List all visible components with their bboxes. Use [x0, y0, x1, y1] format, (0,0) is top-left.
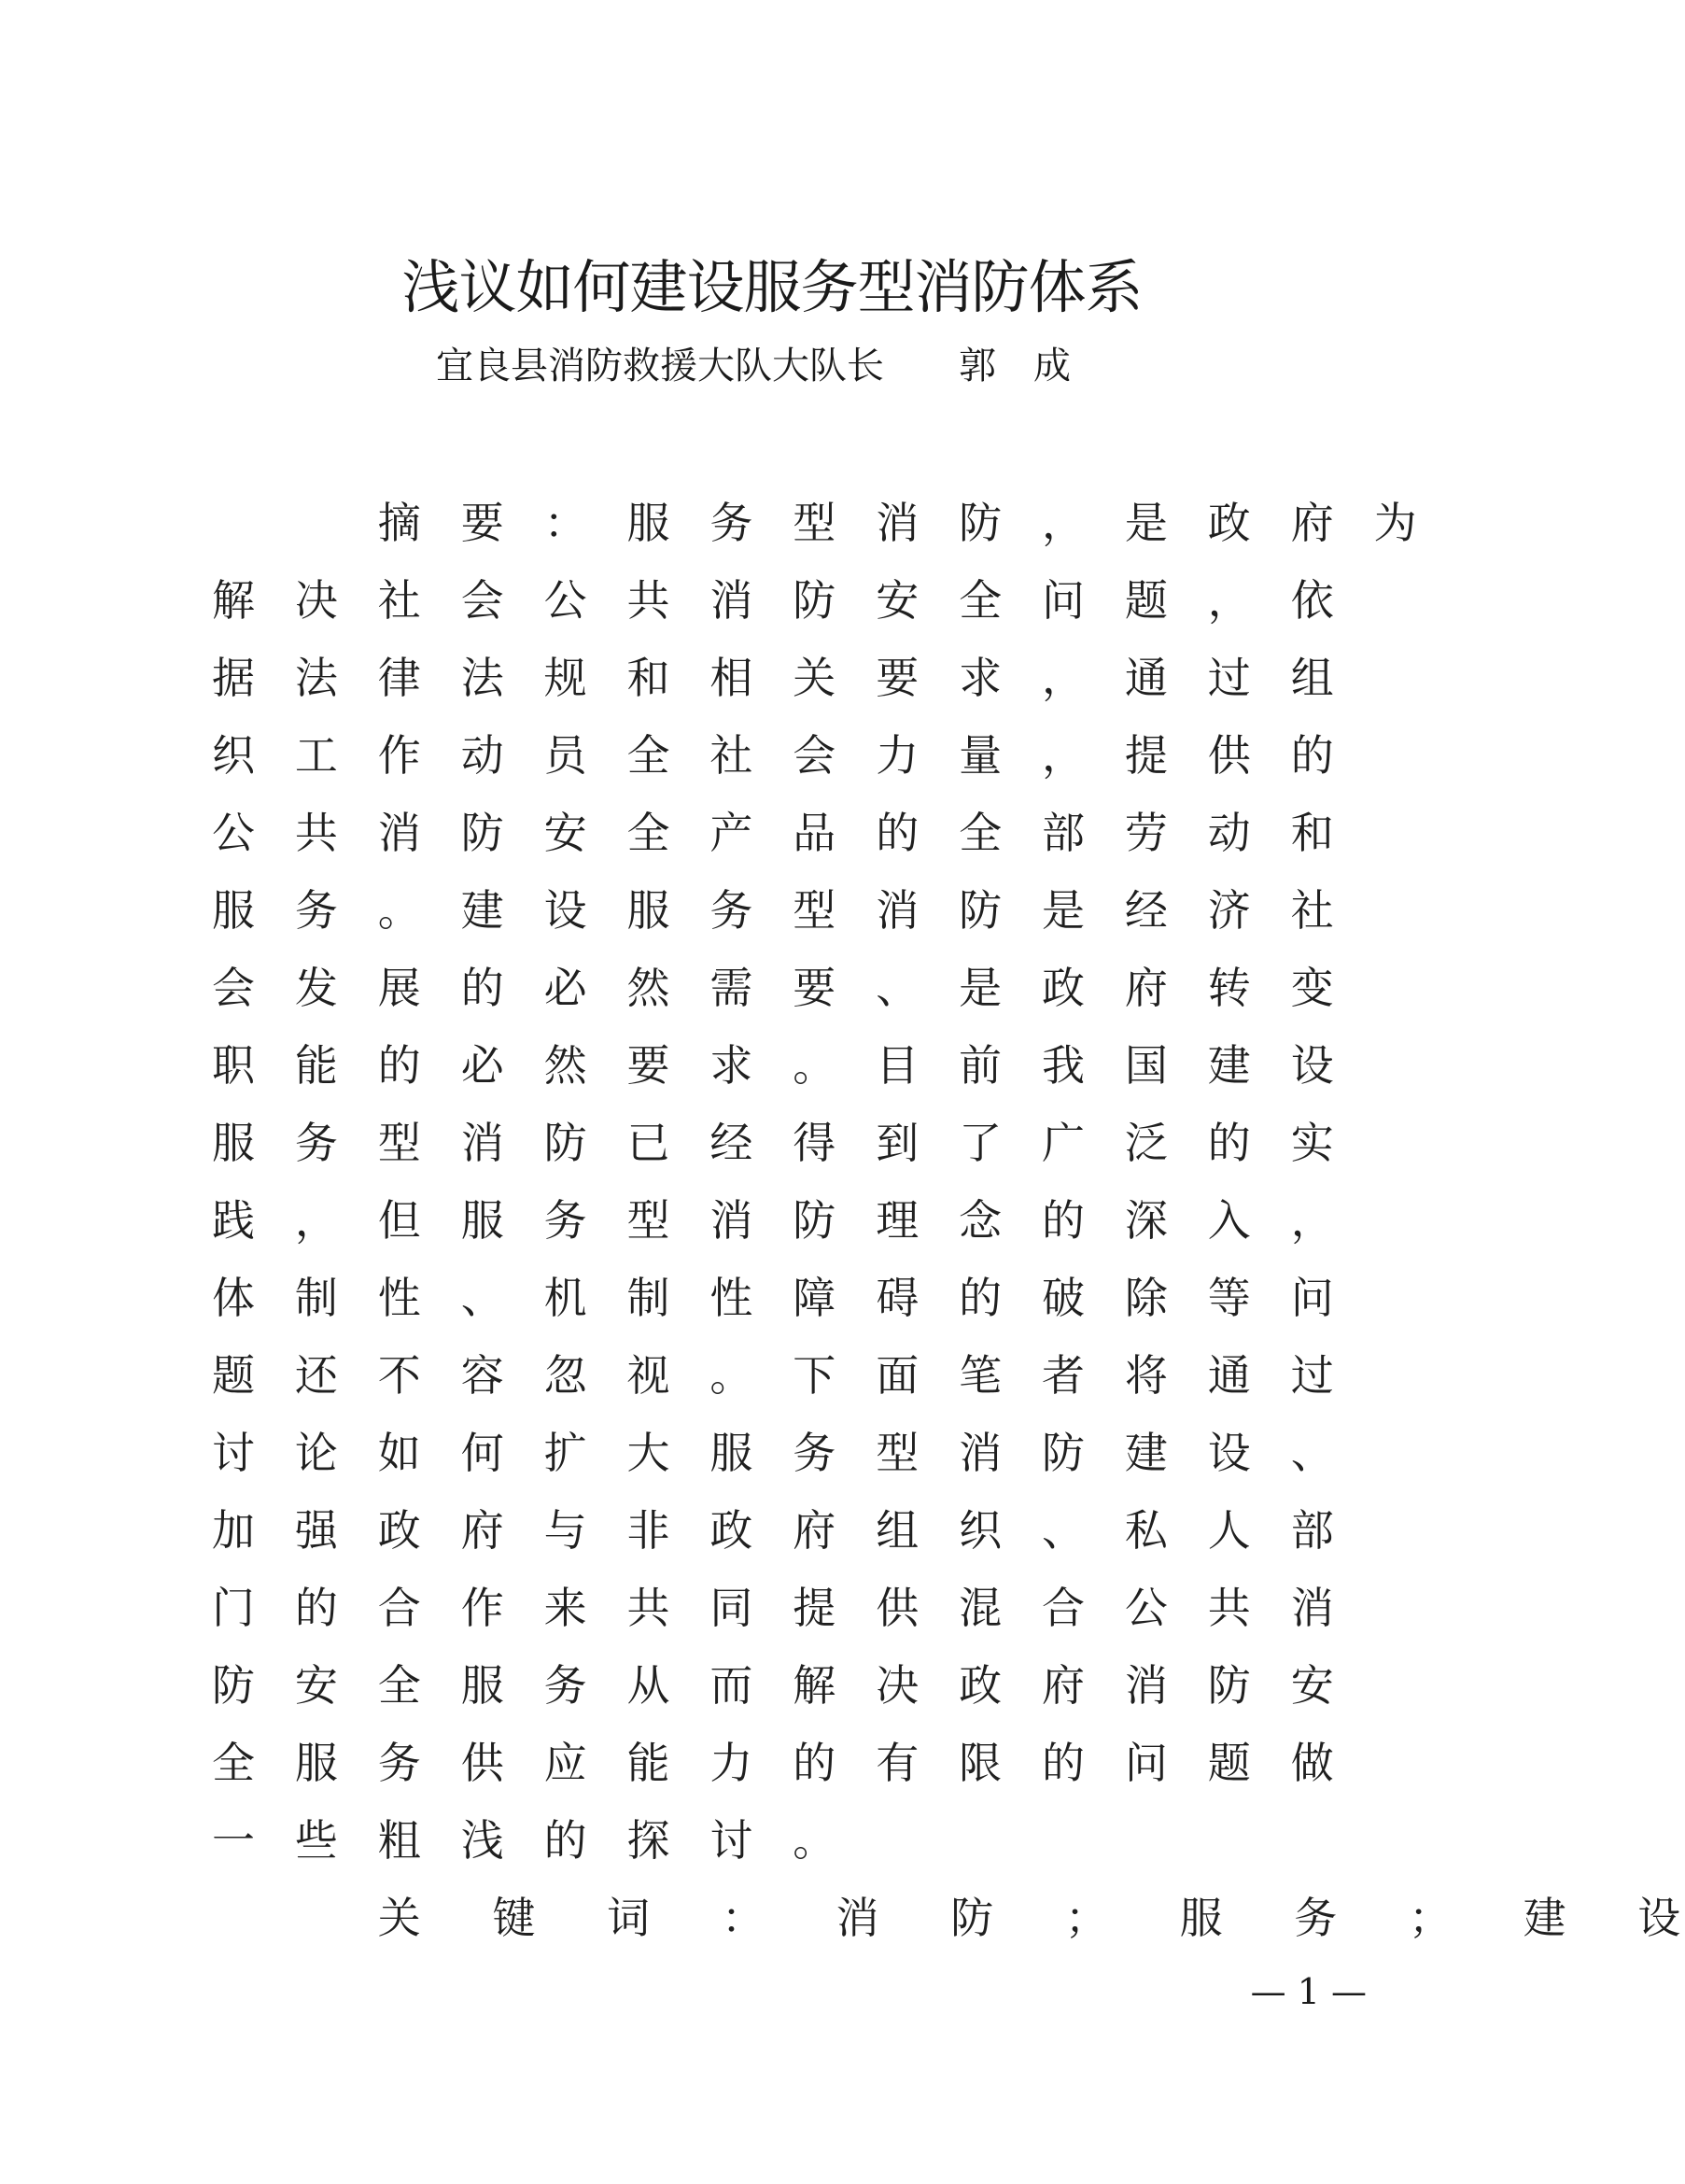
author-byline	[0, 340, 1544, 392]
page-number: — 1 —	[1250, 1971, 1367, 2012]
author-unit: 宜良县消防救援大队大队长	[436, 345, 884, 387]
document-page: 浅议如何建设服务型消防体系 宜良县消防救援大队大队长 郭成 摘 要 ： 服 务 型 消 防 ， 是 政 府 为 解 决 社 会 公 共 消 防 安 全 问 题 ， 依 据 法 律 法 规 和 相 关 要 求 ， 通 过 组 织 工 作 动 员 全 社 会 力 量 ， 提 供 的 公 共 消 防 安 全 产 品 的 全 部 劳 动 和 服 务 。 建 设 服 务 型 消 防 是 经 济 社 会 发 展 的 必 然 需 要 、 是 政 府 转 变 职 能 的 必 然 要 求 。 目 前 我 国 建 设 服 务 型 消 防 已 经 得 到 了 广 泛 的 实 践 ， 但 服 务 型 消 防 理 念 的 深 入 ， 体 制 性 、 机 制 性 障 碍 的 破 除 等 问 题 还 不 容 忽 视 。 下 面 笔 者 将 通 过 讨 论 如 何 扩 大 服 务 型 消 防 建 设 、 加 强 政 府 与 非 政 府 组 织 、 私 人 部 门 的 合 作 来 共 同 提 供 混 合 公 共 消 防 安 全 服 务 从 而 解 决 政 府 消 防 安 全 服 务 供 应 能 力 的 有 限 的 问 题 做 一 些 粗 浅 的 探 讨 。 关 键 词 ： 消 防 ； 服 务 ； 建 设 — 1 —	[0, 0, 1544, 2184]
document-title: 浅议如何建设服务型消防体系	[401, 253, 1143, 321]
author-name: 郭成	[959, 345, 1108, 387]
